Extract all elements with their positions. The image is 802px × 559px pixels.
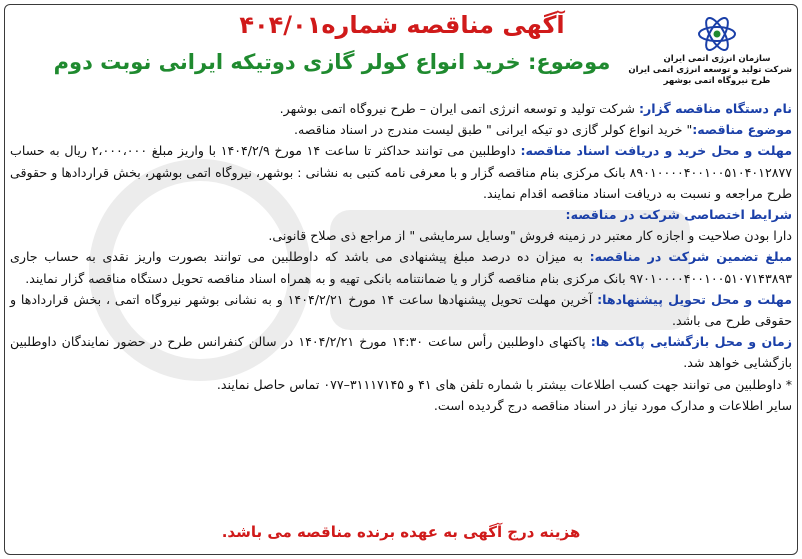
notice-paragraph (10, 331, 792, 373)
atom-logo-icon (696, 14, 738, 54)
section-text: سایر اطلاعات و مدارک مورد نیاز در اسناد مناقصه درج گردیده است. (433, 397, 792, 413)
section-text: آخرین مهلت تحویل پیشنهادها ساعت ۱۴ مورخ ۱۴۰۴/۲/۲۱ و به نشانی بوشهر نیروگاه اتمی ، بخش قراردادها و حقوقی طرح می باشد. (10, 291, 792, 329)
logo-line-3: طرح نیروگاه اتمی بوشهر (663, 76, 771, 86)
section-text: * داوطلبین می توانند جهت کسب اطلاعات بیشتر با شماره تلفن های ۴۱ و ۳۱۱۱۷۱۴۵–۰۷۷ تماس حاصل نمایند. (216, 376, 792, 392)
notice-body (10, 98, 792, 416)
notice-header (0, 6, 802, 96)
logo-line-1: سازمان انرژی اتمی ایران (663, 54, 771, 64)
section-label: زمان و محل بازگشایی پاکت ها: (590, 334, 792, 350)
section-label: نام دستگاه مناقصه گزار: (638, 101, 792, 116)
notice-footer: هزینه درج آگهی به عهده برنده مناقصه می باشد. (221, 523, 581, 541)
section-text: " خرید انواع کولر گازی دو تیکه ایرانی " طبق لیست مندرج در اسناد مناقصه. (294, 122, 693, 138)
section-label: مبلغ تضمین شرکت در مناقصه: (589, 249, 792, 265)
notice-paragraph (10, 225, 792, 246)
notice-subject: موضوع: خرید انواع کولر گازی دوتیکه ایرانی نوبت دوم (53, 50, 611, 74)
section-label: مهلت و محل تحویل پیشنهادها: (597, 291, 792, 307)
logo-line-2: شرکت تولید و توسعه انرژی اتمی ایران (628, 65, 792, 75)
section-text: به میزان ده درصد مبلغ پیشنهادی می باشد که داوطلبین می توانند بصورت واریز نقدی به حساب جاری ۹۷۰۱۰۰۰۰۴۰۰۱۰۰۵۱۰۷۱۴۳۸۹۳ بانک مرکزی بنام مناقصه گزار و یا ضمانتنامه بانکی تهیه و به همراه اسناد مناقصه تحویل دستگاه مناقصه گزار نمایند. (10, 249, 792, 286)
notice-title: آگهی مناقصه شماره۴۰۴/۰۱ (239, 11, 565, 39)
notice-paragraph (10, 374, 792, 395)
notice-paragraph (10, 98, 792, 119)
section-label: مهلت و محل خرید و دریافت اسناد مناقصه: (520, 143, 792, 159)
section-label: شرایط اختصاصی شرکت در مناقصه: (565, 207, 792, 223)
notice-paragraph (10, 140, 792, 204)
section-text: داوطلبین می توانند حداکثر تا ساعت ۱۴ مورخ ۱۴۰۴/۲/۹ با واریز مبلغ ۲،۰۰۰،۰۰۰ ریال به حساب ۸۹۰۱۰۰۰۰۴۰۰۱۰۰۵۱۰۴۰۱۲۸۷۷ بانک مرکزی بنام مناقصه گزار و با معرفی نامه کتبی به نشانی : بوشهر، نیروگاه اتمی بوشهر، بخش قراردادها و حقوقی طرح مراجعه و نسبت به دریافت اسناد مناقصه اقدام نمایند. (10, 143, 792, 201)
section-text: شرکت تولید و توسعه انرژی اتمی ایران – طرح نیروگاه اتمی بوشهر. (279, 101, 639, 116)
section-text: پاکتهای داوطلبین رأس ساعت ۱۴:۳۰ مورخ ۱۴۰۴/۲/۲۱ در سالن کنفرانس طرح در حضور نمایندگان داوطلبین بازگشایی خواهد شد. (10, 334, 792, 371)
section-label: موضوع مناقصه: (692, 122, 792, 138)
notice-paragraph (10, 289, 792, 331)
section-text: دارا بودن صلاحیت و اجازه کار معتبر در زمینه فروش "وسایل سرمایشی " از مراجع ذی صلاح قانونی. (268, 228, 792, 244)
notice-paragraph (10, 119, 792, 140)
notice-paragraph (10, 204, 792, 225)
notice-paragraph (10, 246, 792, 288)
notice-paragraph (10, 395, 792, 416)
organization-logo (628, 14, 792, 94)
